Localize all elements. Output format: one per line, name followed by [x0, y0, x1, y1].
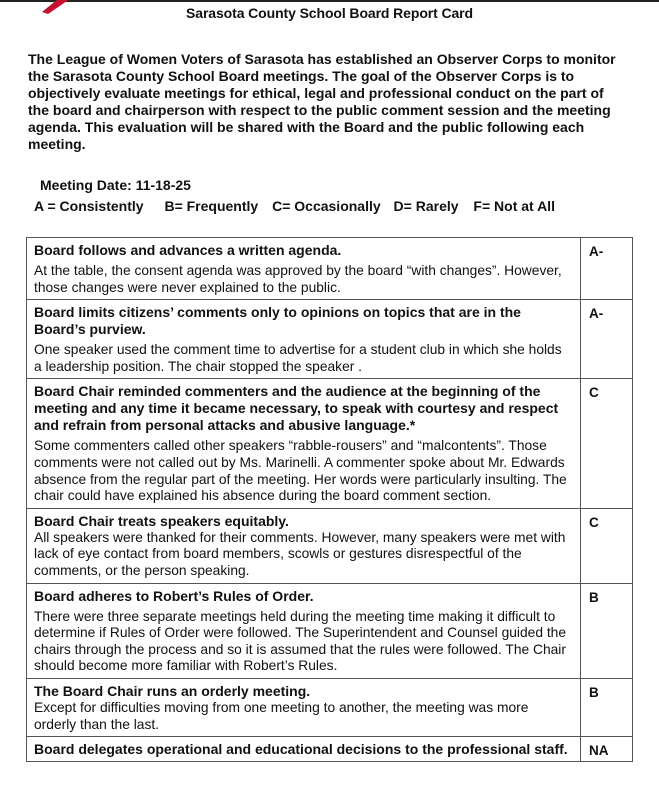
grade-cell: NA	[581, 737, 633, 762]
criterion-cell	[27, 583, 581, 678]
criterion-note: Some commenters called other speakers “rabble-rousers” and “malcontents”. Those comments were not called out by Ms. Marinelli. A commenter spoke about Mr. Edwards absence from the regular part of the meeting. Her words were particularly insulting. The chair could have explained his absence during the board comment section.	[34, 438, 567, 504]
criterion-note: At the table, the consent agenda was approved by the board “with changes”. However, those changes were never explained to the public.	[34, 263, 562, 295]
criterion-cell	[27, 300, 581, 379]
table-row	[27, 238, 633, 300]
criterion-cell	[27, 678, 581, 736]
grade-cell: C	[581, 508, 633, 583]
table-row	[27, 583, 633, 678]
legend-a: A = Consistently	[34, 198, 144, 214]
criterion-note: One speaker used the comment time to advertise for a student club in which she holds a leadership position. The chair stopped the speaker .	[34, 342, 562, 374]
criterion-title: Board Chair reminded commenters and the audience at the beginning of the meeting and any time it became necessary, to speak with courtesy and respect and refrain from personal attacks and abusive language.*	[34, 383, 559, 434]
table-row	[27, 379, 633, 508]
criterion-cell	[27, 379, 581, 508]
intro-paragraph: The League of Women Voters of Sarasota has established an Observer Corps to monitor the Sarasota County School Board meetings. The goal of the Observer Corps is to objectively evaluate meetings for ethical, legal and professional conduct on the part of the board and chairperson with respect to the public comment session and the meeting agenda. This evaluation will be shared with the Board and the public following each meeting.	[28, 51, 616, 153]
table-row	[27, 737, 633, 762]
table-row	[27, 678, 633, 736]
grade-cell: B	[581, 678, 633, 736]
grade-cell: A-	[581, 238, 633, 300]
grade-cell: B	[581, 583, 633, 678]
report-card-table	[26, 237, 633, 762]
top-rule	[0, 0, 659, 2]
legend-d: D= Rarely	[393, 198, 459, 214]
criterion-note: Except for difficulties moving from one meeting to another, the meeting was more orderly than the last.	[34, 699, 529, 732]
criterion-title: Board delegates operational and educational decisions to the professional staff.	[34, 741, 568, 758]
criterion-cell	[27, 737, 581, 762]
table-row	[27, 508, 633, 583]
criterion-title: Board follows and advances a written agenda.	[34, 242, 342, 258]
meeting-date: Meeting Date: 11-18-25	[40, 177, 191, 193]
criterion-title: Board Chair treats speakers equitably.	[34, 512, 289, 529]
table-row	[27, 300, 633, 379]
criterion-title: The Board Chair runs an orderly meeting.	[34, 682, 311, 699]
legend-f: F= Not at All	[473, 198, 555, 214]
grade-cell: A-	[581, 300, 633, 379]
legend-b: B= Frequently	[164, 198, 259, 214]
page-title: Sarasota County School Board Report Card	[186, 5, 473, 21]
criterion-title: Board adheres to Robert’s Rules of Order.	[34, 587, 314, 604]
criterion-title: Board limits citizens’ comments only to opinions on topics that are in the Board’s purview.	[34, 304, 521, 338]
criterion-cell	[27, 508, 581, 583]
criterion-cell	[27, 238, 581, 300]
grade-cell: C	[581, 379, 633, 508]
criterion-note: All speakers were thanked for their comments. However, many speakers were met with lack of eye contact from board members, scowls or gestures disrespectful of the comments, or the person speaking.	[34, 529, 566, 578]
criterion-note: There were three separate meetings held during the meeting time making it difficult to determine if Rules of Order were followed. The Superintendent and Counsel guided the chairs through the process and so it is assumed that the rules were followed. The Chair should become more familiar with Robert’s Rules.	[34, 608, 567, 674]
grade-legend	[34, 198, 555, 214]
legend-c: C= Occasionally	[272, 198, 381, 214]
